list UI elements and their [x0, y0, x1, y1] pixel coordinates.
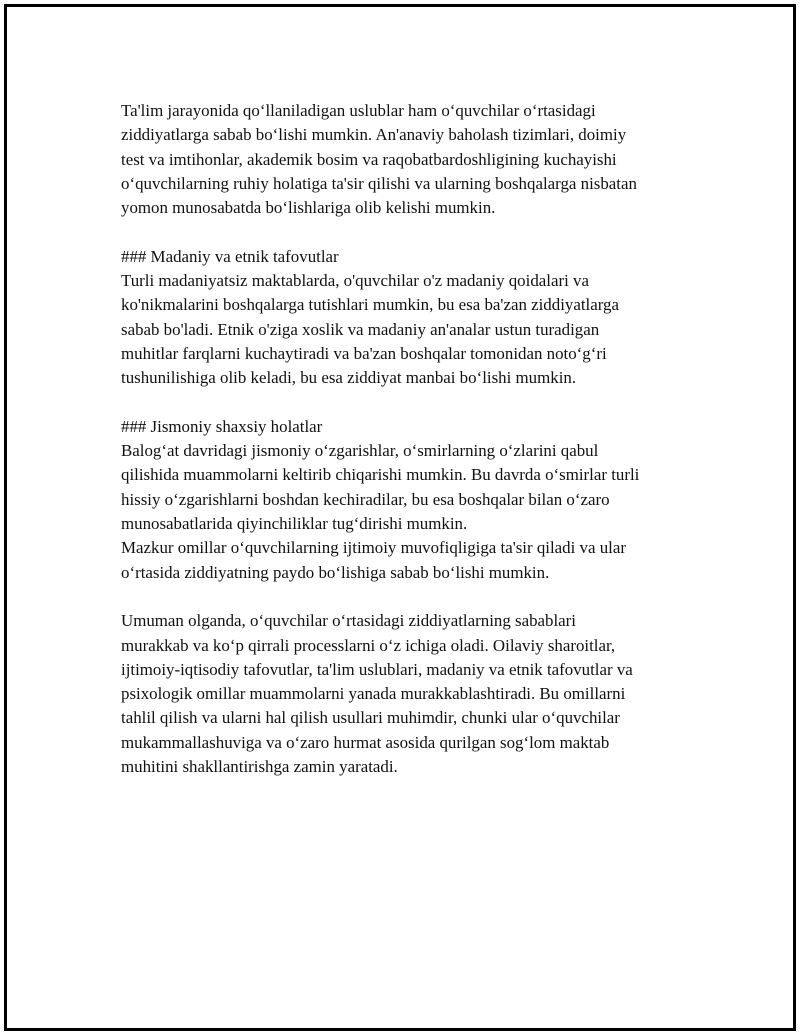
- text-line: Turli madaniyatsiz maktablarda, o'quvchilar o'z madaniy qoidalari va: [121, 271, 589, 291]
- paragraph-cultural: [121, 269, 701, 390]
- text-line: muhitini shakllantirishga zamin yaratadi.: [121, 757, 398, 777]
- text-line: test va imtihonlar, akademik bosim va raqobatbardoshligining kuchayishi: [121, 149, 617, 169]
- text-line: murakkab va ko‘p qirrali processlarni o‘z ichiga oladi. Oilaviy sharoitlar,: [121, 635, 616, 655]
- text-line: munosabatlarida qiyinchiliklar tug‘dirishi mumkin.: [121, 514, 468, 534]
- paragraph-gap: [121, 220, 701, 244]
- text-line: o‘quvchilarning ruhiy holatiga ta'sir qilishi va ularning boshqalarga nisbatan: [121, 173, 637, 193]
- text-line: ijtimoiy-iqtisodiy tafovutlar, ta'lim uslublari, madaniy va etnik tafovutlar va: [121, 659, 633, 679]
- paragraph-intro: [121, 99, 701, 220]
- text-line: Umuman olganda, o‘quvchilar o‘rtasidagi ziddiyatlarning sabablari: [121, 611, 576, 631]
- text-line: sabab bo'ladi. Etnik o'ziga xoslik va madaniy an'analar ustun turadigan: [121, 319, 600, 339]
- text-line: psixologik omillar muammolarni yanada murakkablashtiradi. Bu omillarni: [121, 684, 626, 704]
- paragraph-physical: [121, 439, 701, 585]
- text-line: tahlil qilish va ularni hal qilish usullari muhimdir, chunki ular o‘quvchilar: [121, 708, 620, 728]
- text-line: tushunilishiga olib keladi, bu esa ziddiyat manbai bo‘lishi mumkin.: [121, 368, 577, 388]
- text-line: muhitlar farqlarni kuchaytiradi va ba'zan boshqalar tomonidan noto‘g‘ri: [121, 343, 607, 363]
- section-heading-physical: ### Jismoniy shaxsiy holatlar: [121, 416, 323, 436]
- document-body: [121, 99, 701, 779]
- section-heading-cultural: ### Madaniy va etnik tafovutlar: [121, 246, 339, 266]
- text-line: ziddiyatlarga sabab bo‘lishi mumkin. An'anaviy baholash tizimlari, doimiy: [121, 125, 627, 145]
- paragraph-gap: [121, 391, 701, 415]
- page-frame: [4, 4, 796, 1031]
- paragraph-conclusion: [121, 609, 701, 779]
- text-line: mukammallashuviga va o‘zaro hurmat asosida qurilgan sog‘lom maktab: [121, 732, 610, 752]
- text-line: o‘rtasida ziddiyatning paydo bo‘lishiga sabab bo‘lishi mumkin.: [121, 562, 550, 582]
- text-line: Balog‘at davridagi jismoniy o‘zgarishlar, o‘smirlarning o‘zlarini qabul: [121, 441, 599, 461]
- paragraph-gap: [121, 585, 701, 609]
- text-line: qilishida muammolarni keltirib chiqarishi mumkin. Bu davrda o‘smirlar turli: [121, 465, 640, 485]
- text-line: hissiy o‘zgarishlarni boshdan kechiradilar, bu esa boshqalar bilan o‘zaro: [121, 489, 610, 509]
- text-line: Mazkur omillar o‘quvchilarning ijtimoiy muvofiqligiga ta'sir qiladi va ular: [121, 538, 626, 558]
- text-line: Ta'lim jarayonida qo‘llaniladigan uslublar ham o‘quvchilar o‘rtasidagi: [121, 101, 596, 120]
- text-line: ko'nikmalarini boshqalarga tutishlari mumkin, bu esa ba'zan ziddiyatlarga: [121, 295, 619, 315]
- text-line: yomon munosabatda bo‘lishlariga olib kelishi mumkin.: [121, 198, 496, 218]
